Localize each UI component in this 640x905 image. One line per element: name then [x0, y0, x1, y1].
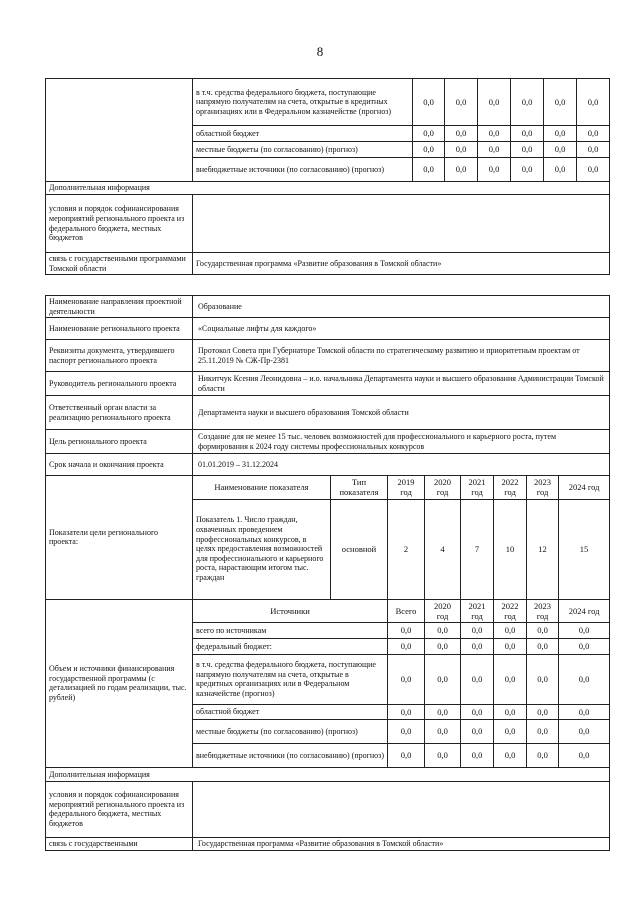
source-label: всего по источникам: [193, 622, 388, 638]
table-row: областной бюджет 0,0 0,0 0,0 0,0 0,0 0,0: [46, 126, 610, 142]
documents-label: Реквизиты документа, утвердившего паспорт регионального проекта: [46, 340, 193, 372]
year-header: 2020 год: [425, 599, 461, 622]
source-label: местные бюджеты (по согласованию) (прогноз): [193, 719, 388, 743]
financing-row: областной бюджет 0,0 0,0 0,0 0,0 0,0 0,0: [46, 704, 610, 719]
financing-row: всего по источникам 0,0 0,0 0,0 0,0 0,0 0,0: [46, 622, 610, 638]
project-name-label: Наименование регионального проекта: [46, 318, 193, 340]
financing-label: Объем и источники финансирования государственной программы (с детализацией по годам реализации, тыс. рублей): [46, 599, 193, 767]
total-header: Всего: [388, 599, 425, 622]
goal-label: Цель регионального проекта: [46, 430, 193, 454]
source-label: федеральный бюджет:: [193, 638, 388, 654]
leader-row: [46, 372, 610, 396]
row-label: в т.ч. средства федерального бюджета, поступающие напрямую получателям на счета, открытые в кредитных организациях или в Федеральном казначействе (прогноз): [193, 79, 413, 126]
year-header: 2021 год: [461, 599, 494, 622]
page-number: 8: [316, 44, 324, 59]
project-name-value: «Социальные лифты для каждого»: [193, 318, 610, 340]
table-row: внебюджетные источники (по согласованию) (прогноз) 0,0 0,0 0,0 0,0 0,0 0,0: [46, 158, 610, 182]
source-label: в т.ч. средства федерального бюджета, поступающие напрямую получателям на счета, открытые в кредитных организациях или в Федеральном казначействе (прогноз): [193, 654, 388, 704]
continuation-table: [45, 78, 610, 275]
source-label: областной бюджет: [193, 704, 388, 719]
authority-label: Ответственный орган власти за реализацию регионального проекта: [46, 396, 193, 430]
year-header: 2023 год: [527, 599, 559, 622]
state-program-row: [46, 837, 610, 850]
authority-value: Департамента науки и высшего образования Томской области: [193, 396, 610, 430]
cofinancing-row: [46, 195, 610, 253]
financing-row: внебюджетные источники (по согласованию) (прогноз) 0,0 0,0 0,0 0,0 0,0 0,0: [46, 743, 610, 767]
documents-value: Протокол Совета при Губернаторе Томской области по стратегическому развитию и приоритетным проектам от 25.11.2019 № СЖ-Пр-2381: [193, 340, 610, 372]
documents-row: [46, 340, 610, 372]
year-header: 2019 год: [388, 476, 425, 499]
year-header: 2023 год: [527, 476, 559, 499]
indicator-type-header: Тип показателя: [331, 476, 388, 499]
cofinancing-label: условия и порядок софинансирования мероприятий регионального проекта из федерального бюджета, местных бюджетов: [46, 781, 193, 837]
financing-header-row: [46, 599, 610, 622]
table-row: местные бюджеты (по согласованию) (прогноз) 0,0 0,0 0,0 0,0 0,0 0,0: [46, 142, 610, 158]
additional-info-row: [46, 767, 610, 781]
state-program-value: Государственная программа «Развитие образования в Томской области»: [193, 253, 610, 275]
row-label: областной бюджет: [193, 126, 413, 142]
financing-row: в т.ч. средства федерального бюджета, поступающие напрямую получателям на счета, открытые в кредитных организациях или в Федеральном казначействе (прогноз) 0,0 0,0 0,0 0,0 0,0 0,0: [46, 654, 610, 704]
indicator-row: Показатель 1. Число граждан, охваченных проведением профессиональных конкурсов, в целях предоставления возможностей для профессионального и карьерного роста, нарастающим итогом тыс. граждан основной 2 4 7 10 12 15: [46, 499, 610, 599]
direction-value: Образование: [193, 296, 610, 318]
indicator-type: основной: [331, 499, 388, 599]
direction-row: [46, 296, 610, 318]
goal-row: [46, 430, 610, 454]
state-program-row: [46, 253, 610, 275]
cofinancing-row: [46, 781, 610, 837]
additional-info-heading: Дополнительная информация: [46, 767, 610, 781]
project-passport-table: [45, 295, 610, 851]
row-label: внебюджетные источники (по согласованию) (прогноз): [193, 158, 413, 182]
leader-value: Никитчук Ксения Леонидовна – и.о. начальника Департамента науки и высшего образования Администрации Томской области: [193, 372, 610, 396]
year-header: 2020 год: [425, 476, 461, 499]
authority-row: [46, 396, 610, 430]
financing-row: местные бюджеты (по согласованию) (прогноз) 0,0 0,0 0,0 0,0 0,0 0,0: [46, 719, 610, 743]
year-header: 2024 год: [559, 599, 610, 622]
financing-row: федеральный бюджет: 0,0 0,0 0,0 0,0 0,0 0,0: [46, 638, 610, 654]
sources-header: Источники: [193, 599, 388, 622]
direction-label: Наименование направления проектной деятельности: [46, 296, 193, 318]
additional-info-heading: Дополнительная информация: [46, 182, 610, 195]
period-label: Срок начала и окончания проекта: [46, 454, 193, 476]
year-header: 2022 год: [494, 599, 527, 622]
cofinancing-label: условия и порядок софинансирования мероприятий регионального проекта из федерального бюджета, местных бюджетов: [46, 195, 193, 253]
period-value: 01.01.2019 – 31.12.2024: [193, 454, 610, 476]
additional-info-row: [46, 182, 610, 195]
goal-value: Создание для не менее 15 тыс. человек возможностей для профессионального и карьерного роста, путем формирования к 2024 году системы профессиональных конкурсов: [193, 430, 610, 454]
row-label: местные бюджеты (по согласованию) (прогноз): [193, 142, 413, 158]
year-header: 2022 год: [494, 476, 527, 499]
indicators-header-row: [46, 476, 610, 499]
indicators-label: Показатели цели регионального проекта:: [46, 476, 193, 599]
state-program-value: Государственная программа «Развитие образования в Томской области»: [193, 837, 610, 850]
indicator-name: Показатель 1. Число граждан, охваченных проведением профессиональных конкурсов, в целях предоставления возможностей для профессионального и карьерного роста, нарастающим итогом тыс. граждан: [193, 499, 331, 599]
table-row: в т.ч. средства федерального бюджета, поступающие напрямую получателям на счета, открытые в кредитных организациях или в Федеральном казначействе (прогноз) 0,0 0,0 0,0 0,0 0,0 0,0: [46, 79, 610, 126]
period-row: [46, 454, 610, 476]
year-header: 2021 год: [461, 476, 494, 499]
leader-label: Руководитель регионального проекта: [46, 372, 193, 396]
indicator-name-header: Наименование показателя: [193, 476, 331, 499]
project-name-row: [46, 318, 610, 340]
source-label: внебюджетные источники (по согласованию) (прогноз): [193, 743, 388, 767]
year-header: 2024 год: [559, 476, 610, 499]
state-program-label: связь с государственными: [46, 837, 193, 850]
state-program-label: связь с государственными программами Томской области: [46, 253, 193, 275]
